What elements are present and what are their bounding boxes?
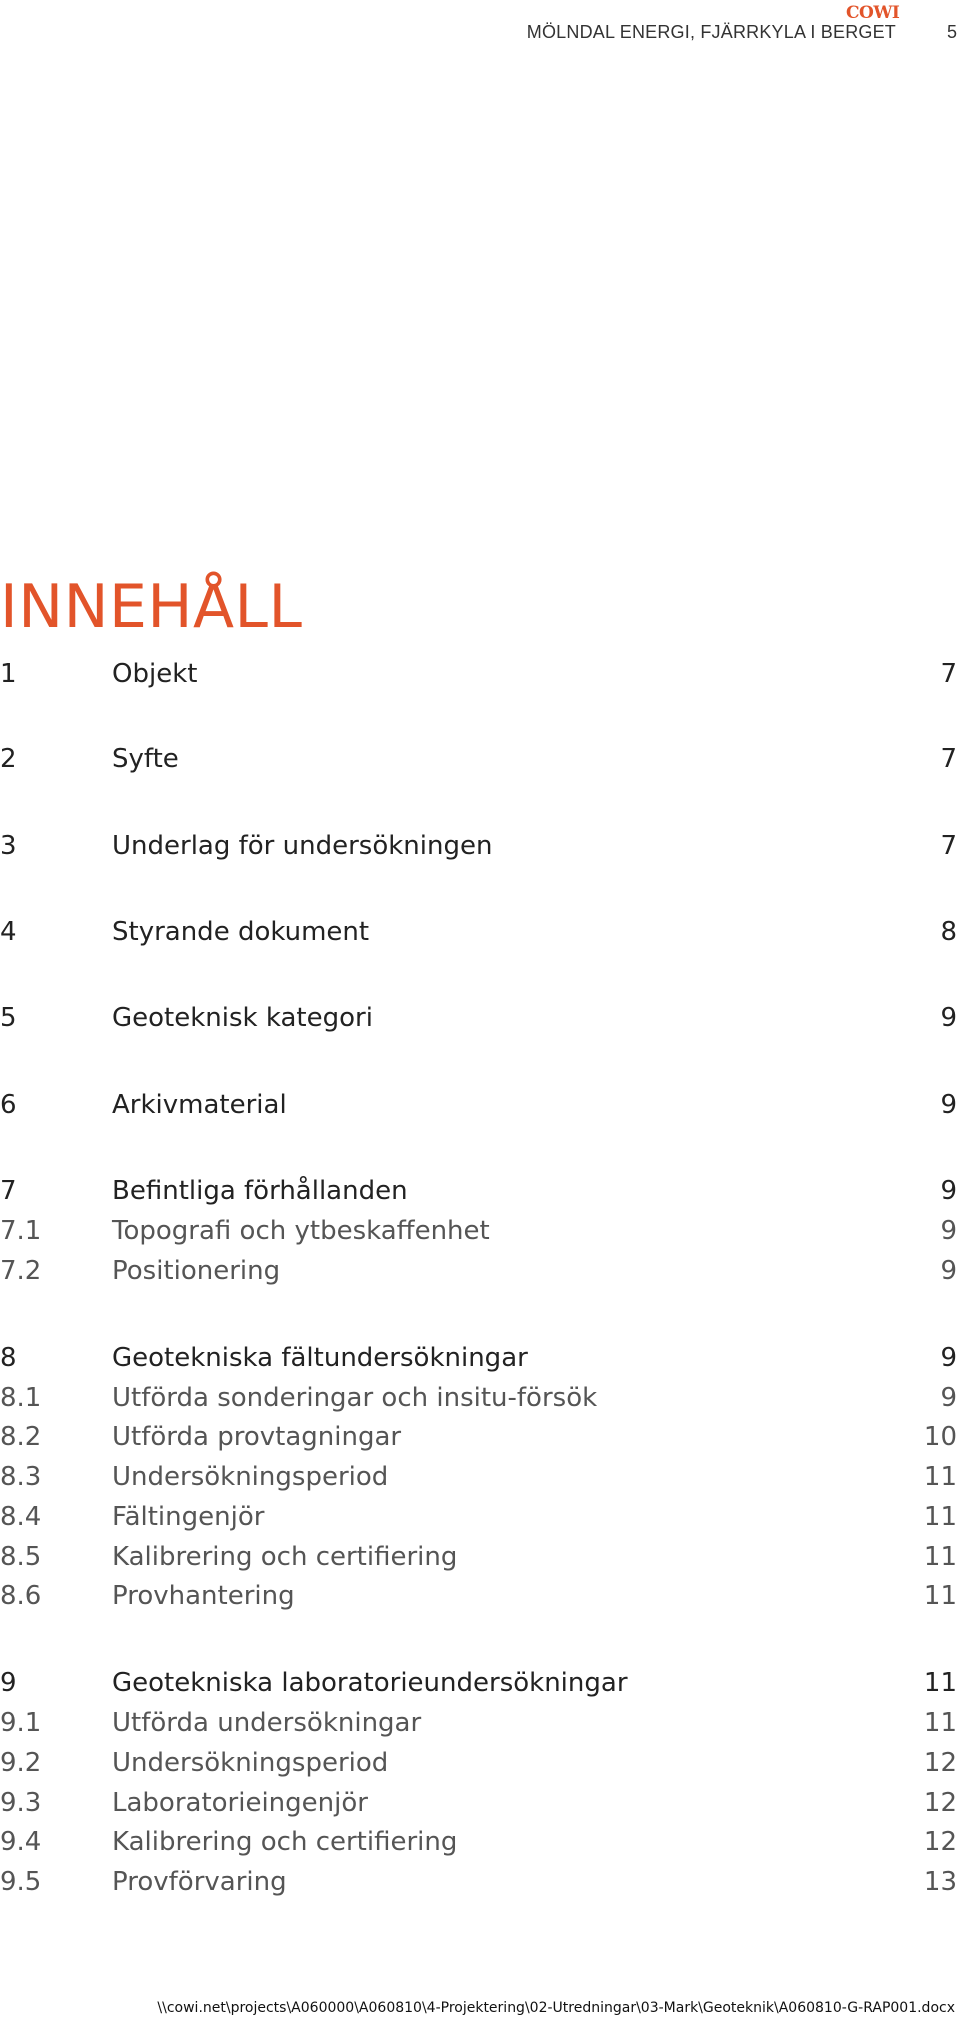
toc-entry[interactable] — [0, 1087, 957, 1123]
toc-entry-page: 12 — [923, 1748, 957, 1778]
cowi-logo: COWI — [846, 3, 900, 23]
toc-entry-number: 9 — [0, 1668, 17, 1698]
toc-entry-number: 8 — [0, 1343, 17, 1373]
toc-entry-page: 9 — [940, 1343, 957, 1373]
toc-entry-number: 7.1 — [0, 1216, 42, 1246]
toc-entry-number: 5 — [0, 1003, 17, 1033]
toc-entry-label: Topografi och ytbeskaffenhet — [112, 1216, 490, 1246]
toc-entry-number: 9.3 — [0, 1788, 42, 1818]
toc-entry-number: 7.2 — [0, 1256, 42, 1286]
toc-entry-label: Provförvaring — [112, 1867, 287, 1897]
toc-entry-number: 9.2 — [0, 1748, 42, 1778]
toc-entry-page: 12 — [923, 1827, 957, 1857]
toc-entry-page: 7 — [940, 659, 957, 689]
document-title: MÖLNDAL ENERGI, FJÄRRKYLA I BERGET — [526, 22, 896, 42]
toc-entry-number: 8.4 — [0, 1502, 42, 1532]
toc-entry-label: Undersökningsperiod — [112, 1462, 389, 1492]
toc-entry-number: 8.1 — [0, 1383, 42, 1413]
toc-entry-number: 9.1 — [0, 1708, 42, 1738]
toc-entry-page: 13 — [923, 1867, 957, 1897]
toc-entry-number: 8.3 — [0, 1462, 42, 1492]
toc-subentry[interactable] — [0, 1213, 957, 1249]
toc-entry-number: 6 — [0, 1090, 17, 1120]
toc-entry-page: 11 — [923, 1668, 957, 1698]
toc-entry-label: Undersökningsperiod — [112, 1748, 389, 1778]
toc-entry-page: 12 — [923, 1788, 957, 1818]
toc-entry-label: Fältingenjör — [112, 1502, 265, 1532]
toc-entry-page: 11 — [923, 1462, 957, 1492]
toc-entry-number: 8.5 — [0, 1542, 42, 1572]
toc-entry-label: Geotekniska laboratorieundersökningar — [112, 1668, 628, 1698]
toc-entry[interactable] — [0, 1173, 957, 1209]
toc-entry-number: 7 — [0, 1176, 17, 1206]
toc-entry[interactable] — [0, 656, 957, 692]
toc-entry[interactable] — [0, 914, 957, 950]
toc-entry-number: 9.5 — [0, 1867, 42, 1897]
toc-subentry[interactable] — [0, 1419, 957, 1455]
toc-entry-number: 3 — [0, 831, 17, 861]
toc-subentry[interactable] — [0, 1380, 957, 1416]
toc-subentry[interactable] — [0, 1499, 957, 1535]
toc-subentry[interactable] — [0, 1578, 957, 1614]
toc-entry[interactable] — [0, 741, 957, 777]
toc-heading: INNEHÅLL — [0, 572, 303, 643]
page-header — [0, 0, 960, 60]
toc-entry-label: Utförda undersökningar — [112, 1708, 422, 1738]
toc-entry-page: 8 — [940, 917, 957, 947]
toc-entry-page: 11 — [923, 1708, 957, 1738]
toc-entry[interactable] — [0, 1340, 957, 1376]
toc-entry-number: 8.6 — [0, 1581, 42, 1611]
toc-entry-label: Positionering — [112, 1256, 281, 1286]
toc-subentry[interactable] — [0, 1745, 957, 1781]
toc-subentry[interactable] — [0, 1705, 957, 1741]
toc-entry-page: 9 — [940, 1176, 957, 1206]
toc-entry-page: 9 — [940, 1256, 957, 1286]
toc-entry-label: Utförda sonderingar och insitu-försök — [112, 1383, 598, 1413]
toc-entry[interactable] — [0, 1665, 957, 1701]
toc-entry-number: 1 — [0, 659, 17, 689]
toc-subentry[interactable] — [0, 1824, 957, 1860]
toc-entry-label: Arkivmaterial — [112, 1090, 287, 1120]
toc-entry-label: Utförda provtagningar — [112, 1422, 402, 1452]
toc-entry-number: 8.2 — [0, 1422, 42, 1452]
toc-entry-page: 9 — [940, 1383, 957, 1413]
toc-entry-label: Laboratorieingenjör — [112, 1788, 368, 1818]
toc-entry-page: 10 — [923, 1422, 957, 1452]
toc-entry-number: 4 — [0, 917, 17, 947]
toc-entry-page: 9 — [940, 1090, 957, 1120]
toc-entry-page: 11 — [923, 1502, 957, 1532]
file-path-footer: \\cowi.net\projects\A060000\A060810\4-Projektering\02-Utredningar\03-Mark\Geoteknik\A060810-G-RAP001.docx — [157, 2000, 955, 2016]
toc-entry-page: 7 — [940, 831, 957, 861]
toc-entry-page: 9 — [940, 1216, 957, 1246]
toc-entry-label: Kalibrering och certifiering — [112, 1827, 458, 1857]
toc-entry-page: 11 — [923, 1542, 957, 1572]
toc-entry[interactable] — [0, 828, 957, 864]
toc-subentry[interactable] — [0, 1459, 957, 1495]
toc-entry[interactable] — [0, 1000, 957, 1036]
toc-entry-number: 2 — [0, 744, 17, 774]
toc-entry-label: Geotekniska fältundersökningar — [112, 1343, 528, 1373]
toc-entry-label: Geoteknisk kategori — [112, 1003, 373, 1033]
toc-entry-label: Underlag för undersökningen — [112, 831, 493, 861]
toc-subentry[interactable] — [0, 1864, 957, 1900]
toc-subentry[interactable] — [0, 1253, 957, 1289]
toc-entry-label: Styrande dokument — [112, 917, 370, 947]
toc-entry-label: Kalibrering och certifiering — [112, 1542, 458, 1572]
toc-entry-number: 9.4 — [0, 1827, 42, 1857]
toc-subentry[interactable] — [0, 1539, 957, 1575]
toc-entry-label: Provhantering — [112, 1581, 295, 1611]
toc-entry-page: 7 — [940, 744, 957, 774]
toc-entry-label: Syfte — [112, 744, 179, 774]
toc-subentry[interactable] — [0, 1785, 957, 1821]
toc-entry-page: 11 — [923, 1581, 957, 1611]
toc-entry-label: Befintliga förhållanden — [112, 1176, 408, 1206]
toc-entry-page: 9 — [940, 1003, 957, 1033]
page-number: 5 — [946, 22, 957, 42]
toc-entry-label: Objekt — [112, 659, 198, 689]
